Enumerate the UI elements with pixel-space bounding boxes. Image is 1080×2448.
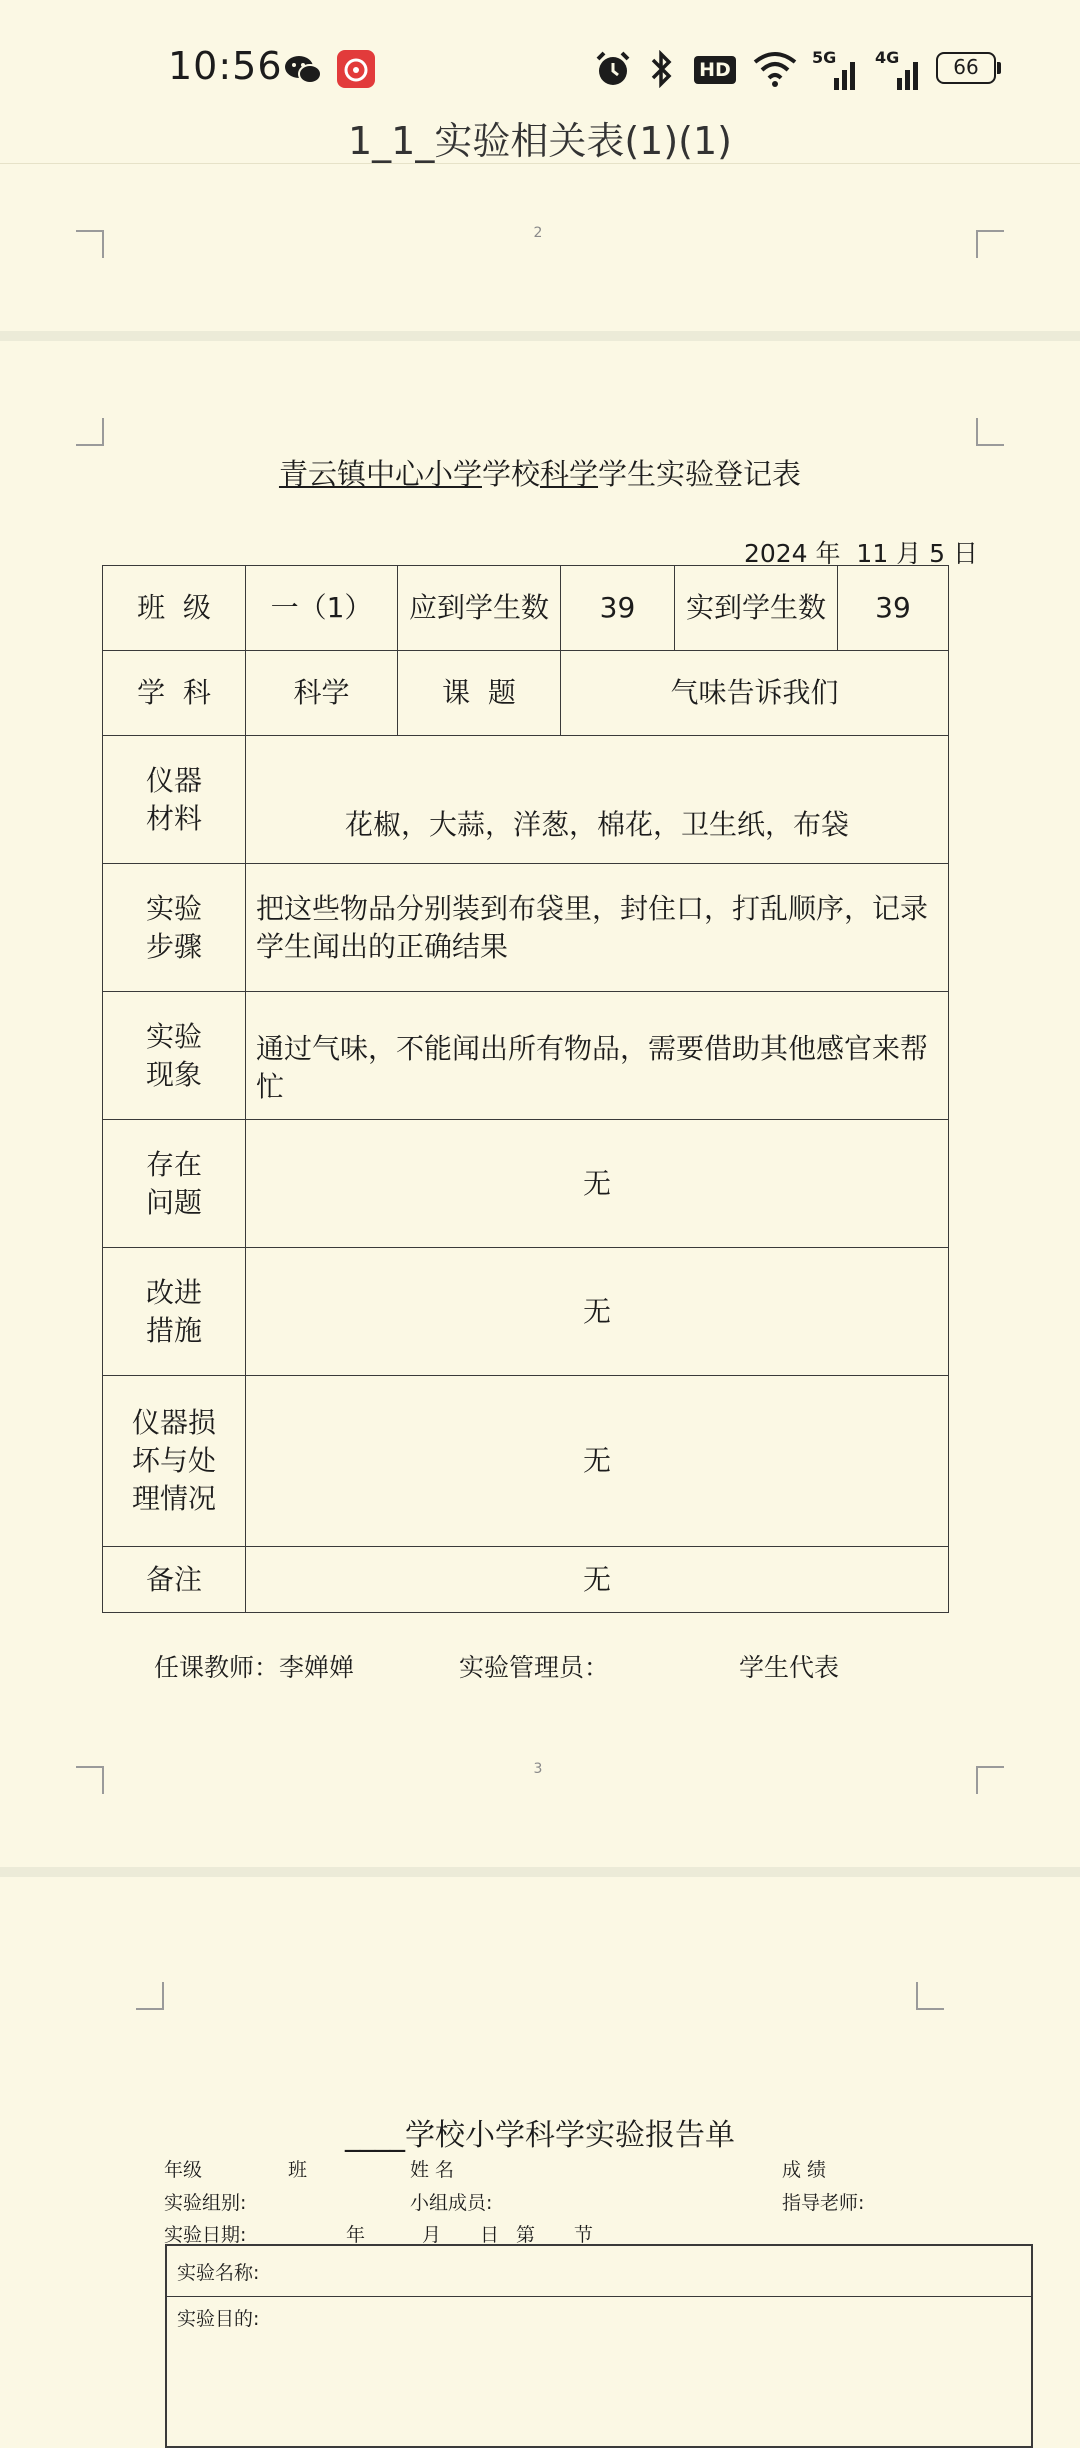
label-steps: 实验 步骤 [103, 864, 246, 992]
table-row [103, 1248, 949, 1376]
signature-admin: 实验管理员： [459, 1653, 610, 1682]
value-phenomenon: 通过气味，不能闻出所有物品，需要借助其他感官来帮忙 [246, 992, 949, 1120]
label-remarks: 备注 [103, 1547, 246, 1613]
hd-label: HD [699, 59, 731, 81]
battery-icon [936, 52, 996, 84]
value-expected: 39 [561, 566, 675, 651]
registration-table [102, 565, 949, 1613]
form-title-subject: 科学 [540, 457, 599, 491]
report-row-name [167, 2246, 1031, 2297]
form-title-school: 青云镇中心小学 [278, 457, 482, 491]
crop-mark [136, 1982, 164, 2010]
table-row [103, 1120, 949, 1248]
page-number-2: 2 [533, 225, 543, 241]
label-actual: 实到学生数 [675, 566, 838, 651]
report-day-label: 日 [480, 2224, 500, 2246]
label-phenomenon: 实验 现象 [103, 992, 246, 1120]
document-title: 1_1_实验相关表(1)(1) [347, 119, 732, 163]
form-date: 2024 年 11 月 5 日 [743, 539, 978, 568]
value-actual: 39 [838, 566, 949, 651]
report-members-label: 小组成员: [410, 2192, 493, 2214]
value-subject: 科学 [246, 651, 398, 736]
table-row [103, 651, 949, 736]
report-title: ____学校小学科学实验报告单 [345, 2118, 735, 2153]
value-improvements: 无 [246, 1248, 949, 1376]
status-bar [0, 0, 1080, 120]
report-score-label: 成 绩 [782, 2159, 827, 2181]
value-topic: 气味告诉我们 [561, 651, 949, 736]
wifi-icon [752, 50, 798, 88]
value-class: 一（1） [246, 566, 398, 651]
table-row [103, 864, 949, 992]
report-period-label: 节 [574, 2224, 594, 2246]
hd-icon [694, 56, 736, 84]
signal-5g-icon [812, 48, 862, 90]
report-month-label: 月 [422, 2224, 442, 2246]
crop-mark [76, 418, 104, 446]
label-subject: 学 科 [103, 651, 246, 736]
4g-label: 4G [875, 48, 900, 67]
crop-mark [976, 230, 1004, 258]
report-table [165, 2244, 1033, 2448]
form-title [0, 452, 1080, 493]
crop-mark [76, 1766, 104, 1794]
report-period-prefix: 第 [516, 2224, 536, 2246]
label-materials: 仪器 材料 [103, 736, 246, 864]
report-year-label: 年 [346, 2224, 366, 2246]
page-separator [0, 1867, 1080, 1877]
signal-4g-icon [875, 48, 925, 90]
bluetooth-icon [645, 50, 679, 88]
report-date-label: 实验日期: [164, 2224, 247, 2246]
value-problems: 无 [246, 1120, 949, 1248]
report-class-label: 班 [288, 2159, 308, 2181]
crop-mark [976, 1766, 1004, 1794]
table-row [103, 1547, 949, 1613]
report-name-label: 姓 名 [410, 2159, 455, 2181]
label-topic: 课 题 [398, 651, 561, 736]
signature-student: 学生代表 [739, 1653, 840, 1682]
table-row [103, 1376, 949, 1547]
title-divider [0, 163, 1080, 164]
status-time: 10:56 [168, 44, 283, 88]
label-improvements: 改进 措施 [103, 1248, 246, 1376]
value-steps: 把这些物品分别装到布袋里，封住口，打乱顺序，记录学生闻出的正确结果 [246, 864, 949, 992]
page-number-3: 3 [533, 1761, 543, 1777]
report-advisor-label: 指导老师: [782, 2192, 865, 2214]
report-exp-purpose-label: 实验目的: [177, 2308, 260, 2330]
report-exp-name-label: 实验名称: [177, 2262, 260, 2284]
crop-mark [76, 230, 104, 258]
page-separator [0, 331, 1080, 341]
label-problems: 存在 问题 [103, 1120, 246, 1248]
wechat-icon [284, 54, 322, 86]
netease-music-icon [337, 50, 375, 88]
table-row [103, 992, 949, 1120]
table-row [103, 736, 949, 864]
form-title-mid: 学校 [481, 457, 540, 491]
signature-teacher: 任课教师：李婵婵 [154, 1653, 355, 1682]
5g-label: 5G [812, 48, 837, 67]
label-class: 班 级 [103, 566, 246, 651]
crop-mark [976, 418, 1004, 446]
label-expected: 应到学生数 [398, 566, 561, 651]
value-materials: 花椒，大蒜，洋葱，棉花，卫生纸，布袋 [246, 736, 949, 864]
label-damage: 仪器损 坏与处 理情况 [103, 1376, 246, 1547]
crop-mark [916, 1982, 944, 2010]
alarm-icon [594, 50, 632, 88]
report-grade-label: 年级 [164, 2159, 203, 2181]
table-row [103, 566, 949, 651]
value-remarks: 无 [246, 1547, 949, 1613]
report-group-label: 实验组别: [164, 2192, 247, 2214]
battery-level: 66 [953, 55, 979, 79]
value-damage: 无 [246, 1376, 949, 1547]
form-title-tail: 学生实验登记表 [598, 457, 802, 491]
